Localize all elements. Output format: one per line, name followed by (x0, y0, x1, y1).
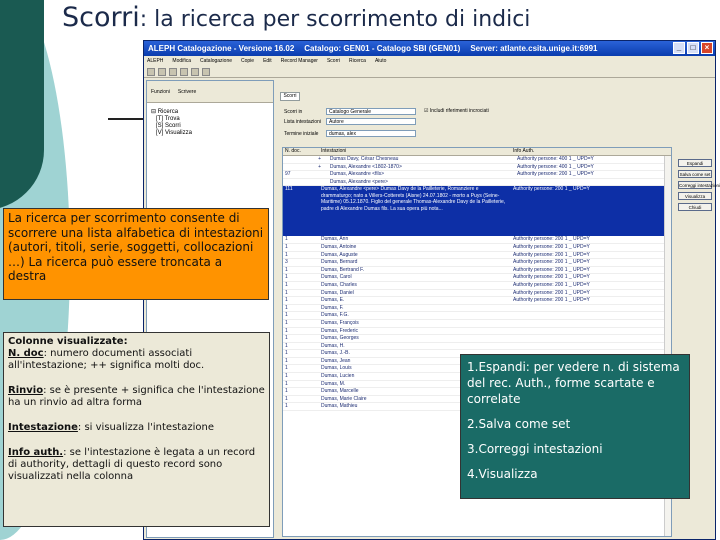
menu-bar (144, 56, 715, 66)
intestazione-term: Intestazione (8, 422, 78, 433)
term-label: Termine iniziale (284, 130, 319, 137)
cell-heading: Dumas, J.-B. (321, 350, 350, 357)
cell-heading: Dumas, Louis (321, 365, 352, 372)
cell-heading: Dumas, Alexandre <fils> (329, 171, 385, 178)
cell-ndoc: 3 (285, 259, 288, 266)
rinvio-desc: : se è presente + significa che l'intestazione ha un rinvio ad altra forma (8, 385, 265, 408)
cell-info: Authority persone: 200 1 _ UPD=Y (513, 259, 590, 266)
menu-item[interactable]: ALEPH (147, 58, 164, 64)
cell-rinvio: + (318, 156, 322, 162)
maximize-icon[interactable]: □ (687, 42, 699, 54)
title-main: Scorri (62, 2, 140, 33)
cell-ndoc: 1 (285, 274, 288, 281)
cell-info: Authority persone: 200 1 _ UPD=Y (513, 243, 590, 250)
cell-ndoc: 1 (285, 373, 288, 380)
cell-info (511, 320, 671, 327)
menu-item[interactable]: Aiuto (374, 58, 387, 64)
menu-item[interactable]: Record Manager (280, 58, 318, 64)
toolbar-button-icon[interactable] (147, 68, 155, 76)
cell-info: Authority persone: 400 1 _ UPD=Y (517, 163, 594, 170)
table-row[interactable] (283, 282, 671, 290)
toolbar-button-icon[interactable] (158, 68, 166, 76)
cell-heading: Dumas, E. (321, 297, 345, 304)
cell-info: Authority persone: 200 1 _ UPD=Y (513, 186, 590, 193)
cell-ndoc: 1 (285, 403, 288, 410)
term-input[interactable]: dumas, alex (326, 130, 416, 137)
save-set-button[interactable]: Salva come set (679, 172, 711, 177)
table-row[interactable] (283, 236, 671, 244)
cell-heading: Dumas, Bertrand F. (321, 266, 365, 273)
callout-columns (3, 332, 270, 527)
toolbar (144, 66, 715, 78)
callout-item: 4.Visualizza (467, 467, 538, 481)
cell-ndoc: 1 (285, 236, 288, 243)
cell-heading: Dumas, Marie Claire (321, 395, 367, 402)
cell-ndoc: 1 (285, 297, 288, 304)
cell-ndoc: 1 (285, 243, 288, 250)
cell-ndoc: 1 (285, 281, 288, 288)
tab-scorri[interactable]: Scorri (280, 92, 300, 101)
expand-button[interactable]: Espandi (678, 159, 712, 167)
cell-ndoc (283, 164, 318, 171)
table-row[interactable] (283, 179, 671, 187)
table-header (283, 148, 671, 156)
cross-ref-checkbox[interactable]: ☑ Includi riferimenti incrociati (424, 108, 489, 114)
close-icon[interactable]: × (701, 42, 713, 54)
tree-node-visualizza[interactable]: [V] Visualizza (151, 130, 192, 136)
base-select[interactable]: Catalogo Generale (326, 108, 416, 115)
cell-ndoc (283, 156, 318, 163)
cell-heading: Dumas, Frederic (321, 327, 358, 334)
decorative-line (108, 118, 148, 120)
table-row[interactable] (283, 164, 671, 172)
ndoc-desc: : numero documenti associati all'intestazione; ++ significa molti doc. (8, 348, 205, 371)
title-app: ALEPH Catalogazione - Versione 16.02 (148, 44, 295, 53)
table-row[interactable] (283, 305, 671, 313)
cell-rinvio (318, 171, 328, 178)
col-info-auth[interactable]: Info Auth. (513, 148, 535, 154)
cell-info (511, 312, 671, 319)
cell-ndoc: 1 (285, 388, 288, 395)
cell-ndoc (283, 179, 318, 186)
cell-heading: Dumas, Ann (321, 236, 349, 243)
table-row[interactable] (283, 328, 671, 336)
table-row[interactable] (283, 274, 671, 282)
cell-ndoc: 1 (285, 319, 288, 326)
cell-heading: Dumas, Jean (321, 357, 351, 364)
menu-item[interactable]: Modifica (172, 58, 192, 64)
cell-ndoc: 1 (285, 357, 288, 364)
toolbar-button-icon[interactable] (202, 68, 210, 76)
correct-headings-button[interactable]: Correggi intestazioni (679, 183, 720, 188)
cell-info: Authority persone: 400 1 _ UPD=Y (517, 156, 594, 162)
cell-heading: Dumas, Alexandre <pere> Dumas Davy de la Pailleterie, Romanziere e drammaturgo; nato a Villers-Cotterets (Aisne) 24.07.1802 - morto a Puys (Seine-Maritime) 05.12.1870. Figlio del generale Thomas-Alexandre Davy de la Pailleterie, padre di Alexandre Dumas fils. La sua opera più nota... (321, 186, 506, 212)
table-row[interactable] (283, 244, 671, 252)
cell-ndoc: 111 (285, 186, 293, 193)
callout-buttons (460, 354, 690, 499)
cell-ndoc: 1 (285, 312, 288, 319)
title-catalog: Catalogo: GEN01 - Catalogo SBI (GEN01) (304, 44, 461, 53)
callout-item: 1.Espandi: per vedere n. di sistema del rec. Auth., forme scartate e correlate (467, 360, 680, 406)
cell-info: Authority persone: 200 1 _ UPD=Y (513, 266, 590, 273)
function-tree (147, 103, 273, 143)
cell-info: Authority persone: 200 1 _ UPD=Y (513, 274, 590, 281)
tree-node-scorri[interactable]: [S] Scorri (151, 123, 181, 129)
cell-info: Authority persone: 200 1 _ UPD=Y (513, 281, 590, 288)
cell-ndoc: 1 (285, 350, 288, 357)
cell-heading: Dumas, H. (321, 342, 345, 349)
base-row (284, 108, 416, 115)
toolbar-button-icon[interactable] (191, 68, 199, 76)
table-row[interactable] (283, 297, 671, 305)
cell-info (511, 343, 671, 350)
cell-ndoc: 1 (285, 335, 288, 342)
cell-info: Authority persone: 200 1 _ UPD=Y (513, 289, 590, 296)
cell-heading: Dumas, M. (321, 380, 346, 387)
menu-item[interactable]: Ricerca (349, 58, 366, 64)
table-row[interactable] (283, 252, 671, 260)
cell-heading: Dumas, Marcelle (321, 388, 359, 395)
action-buttons (678, 159, 720, 214)
table-row[interactable] (283, 335, 671, 343)
cell-rinvio (318, 179, 328, 186)
cell-heading: Dumas, Alexandre <1802-1870> (329, 163, 402, 170)
term-row (284, 130, 416, 137)
window-titlebar (144, 41, 715, 56)
cell-heading: Dumas, François (321, 319, 359, 326)
callout-text: La ricerca per scorrimento consente di scorrere una lista alfabetica di intestazioni (autori, titoli, serie, soggetti, collocazioni …) La ricerca può essere troncata a destra (8, 211, 264, 283)
tree-node-ricerca[interactable]: ⊟ Ricerca (151, 109, 179, 115)
ndoc-term: N. doc (8, 348, 44, 359)
table-row[interactable] (283, 343, 671, 351)
cell-heading: Dumas, Bernard (321, 259, 358, 266)
cell-heading: Dumas, Mathieu (321, 403, 358, 410)
cell-heading: Dumas, F.G. (321, 312, 349, 319)
toolbar-button-icon[interactable] (180, 68, 188, 76)
table-row-selected[interactable] (283, 186, 671, 236)
toolbar-button-icon[interactable] (169, 68, 177, 76)
cell-ndoc: 1 (285, 304, 288, 311)
cell-ndoc: 1 (285, 395, 288, 402)
view-button[interactable]: Visualizza (678, 192, 712, 200)
index-row (284, 118, 416, 125)
table-row[interactable] (283, 259, 671, 267)
table-row[interactable] (283, 156, 671, 164)
table-row[interactable] (283, 290, 671, 298)
cell-info (511, 335, 671, 342)
cell-heading: Dumas, Antoine (321, 243, 357, 250)
index-select[interactable]: Autore (326, 118, 416, 125)
intestazione-desc: : si visualizza l'intestazione (77, 422, 214, 433)
cell-info: Authority persone: 200 1 _ UPD=Y (513, 251, 590, 258)
close-button[interactable]: Chiudi (678, 203, 712, 211)
index-label: Lista intestazioni (284, 118, 321, 125)
cell-info: Authority persone: 200 1 _ UPD=Y (513, 236, 590, 243)
cell-info (511, 305, 671, 312)
col-intestazioni[interactable]: Intestazioni (321, 148, 347, 154)
table-row[interactable] (283, 312, 671, 320)
col-ndoc[interactable]: N. doc. (285, 148, 301, 154)
cell-heading: Dumas Davy, César Chesneau (329, 156, 399, 162)
table-row[interactable] (283, 171, 671, 179)
table-row[interactable] (283, 267, 671, 275)
menu-item[interactable]: Edit (263, 58, 272, 64)
columns-heading: Colonne visualizzate: (8, 336, 128, 347)
cell-ndoc: 1 (285, 342, 288, 349)
menu-item[interactable]: Catalogazione (200, 58, 232, 64)
cell-ndoc: 1 (285, 251, 288, 258)
cell-heading: Dumas, Auguste (321, 251, 358, 258)
info-auth-term: Info auth. (8, 447, 64, 458)
cell-rinvio: + (318, 163, 322, 170)
cell-heading: Dumas, Carol (321, 274, 352, 281)
cell-heading: Dumas, Charles (321, 281, 357, 288)
slide-title (62, 2, 682, 33)
tab-funzioni[interactable]: Funzioni (151, 88, 170, 95)
cell-heading: Dumas, F. (321, 304, 344, 311)
cell-info: Authority persone: 200 1 _ UPD=Y (513, 297, 590, 304)
cell-ndoc: 1 (285, 380, 288, 387)
cell-ndoc: 1 (285, 266, 288, 273)
cell-heading: Dumas, Daniel (321, 289, 354, 296)
cell-heading: Dumas, Alexandre <pere> (329, 178, 388, 185)
rinvio-term: Rinvio (8, 385, 44, 396)
title-rest: : la ricerca per scorrimento di indici (139, 7, 531, 32)
cell-ndoc: 97 (285, 171, 291, 178)
minimize-icon[interactable]: _ (673, 42, 685, 54)
callout-browse-description (3, 208, 269, 300)
cell-info: Authority persone: 200 1 _ UPD=Y (517, 171, 594, 178)
tab-scrivere[interactable]: Scrivere (177, 88, 197, 95)
cell-ndoc: 1 (285, 327, 288, 334)
table-row[interactable] (283, 320, 671, 328)
menu-item[interactable]: Copie (241, 58, 255, 64)
title-server: Server: atlante.csita.unige.it:6991 (470, 44, 598, 53)
tree-node-trova[interactable]: [T] Trova (151, 116, 180, 122)
nav-tabs (147, 81, 273, 103)
callout-item: 2.Salva come set (467, 417, 571, 431)
cell-heading: Dumas, Lucien (321, 373, 355, 380)
cell-ndoc: 1 (285, 289, 288, 296)
base-label: Scorri in (284, 108, 303, 115)
cell-info (515, 179, 671, 186)
cell-heading: Dumas, Georges (321, 335, 359, 342)
info-auth-desc: : se l'intestazione è legata a un record di authority, dettagli di questo record sono visualizzati nella colonna (8, 447, 256, 482)
callout-item: 3.Correggi intestazioni (467, 442, 603, 456)
cell-info (511, 328, 671, 335)
menu-item[interactable]: Scorri (326, 58, 341, 64)
cell-ndoc: 1 (285, 365, 288, 372)
